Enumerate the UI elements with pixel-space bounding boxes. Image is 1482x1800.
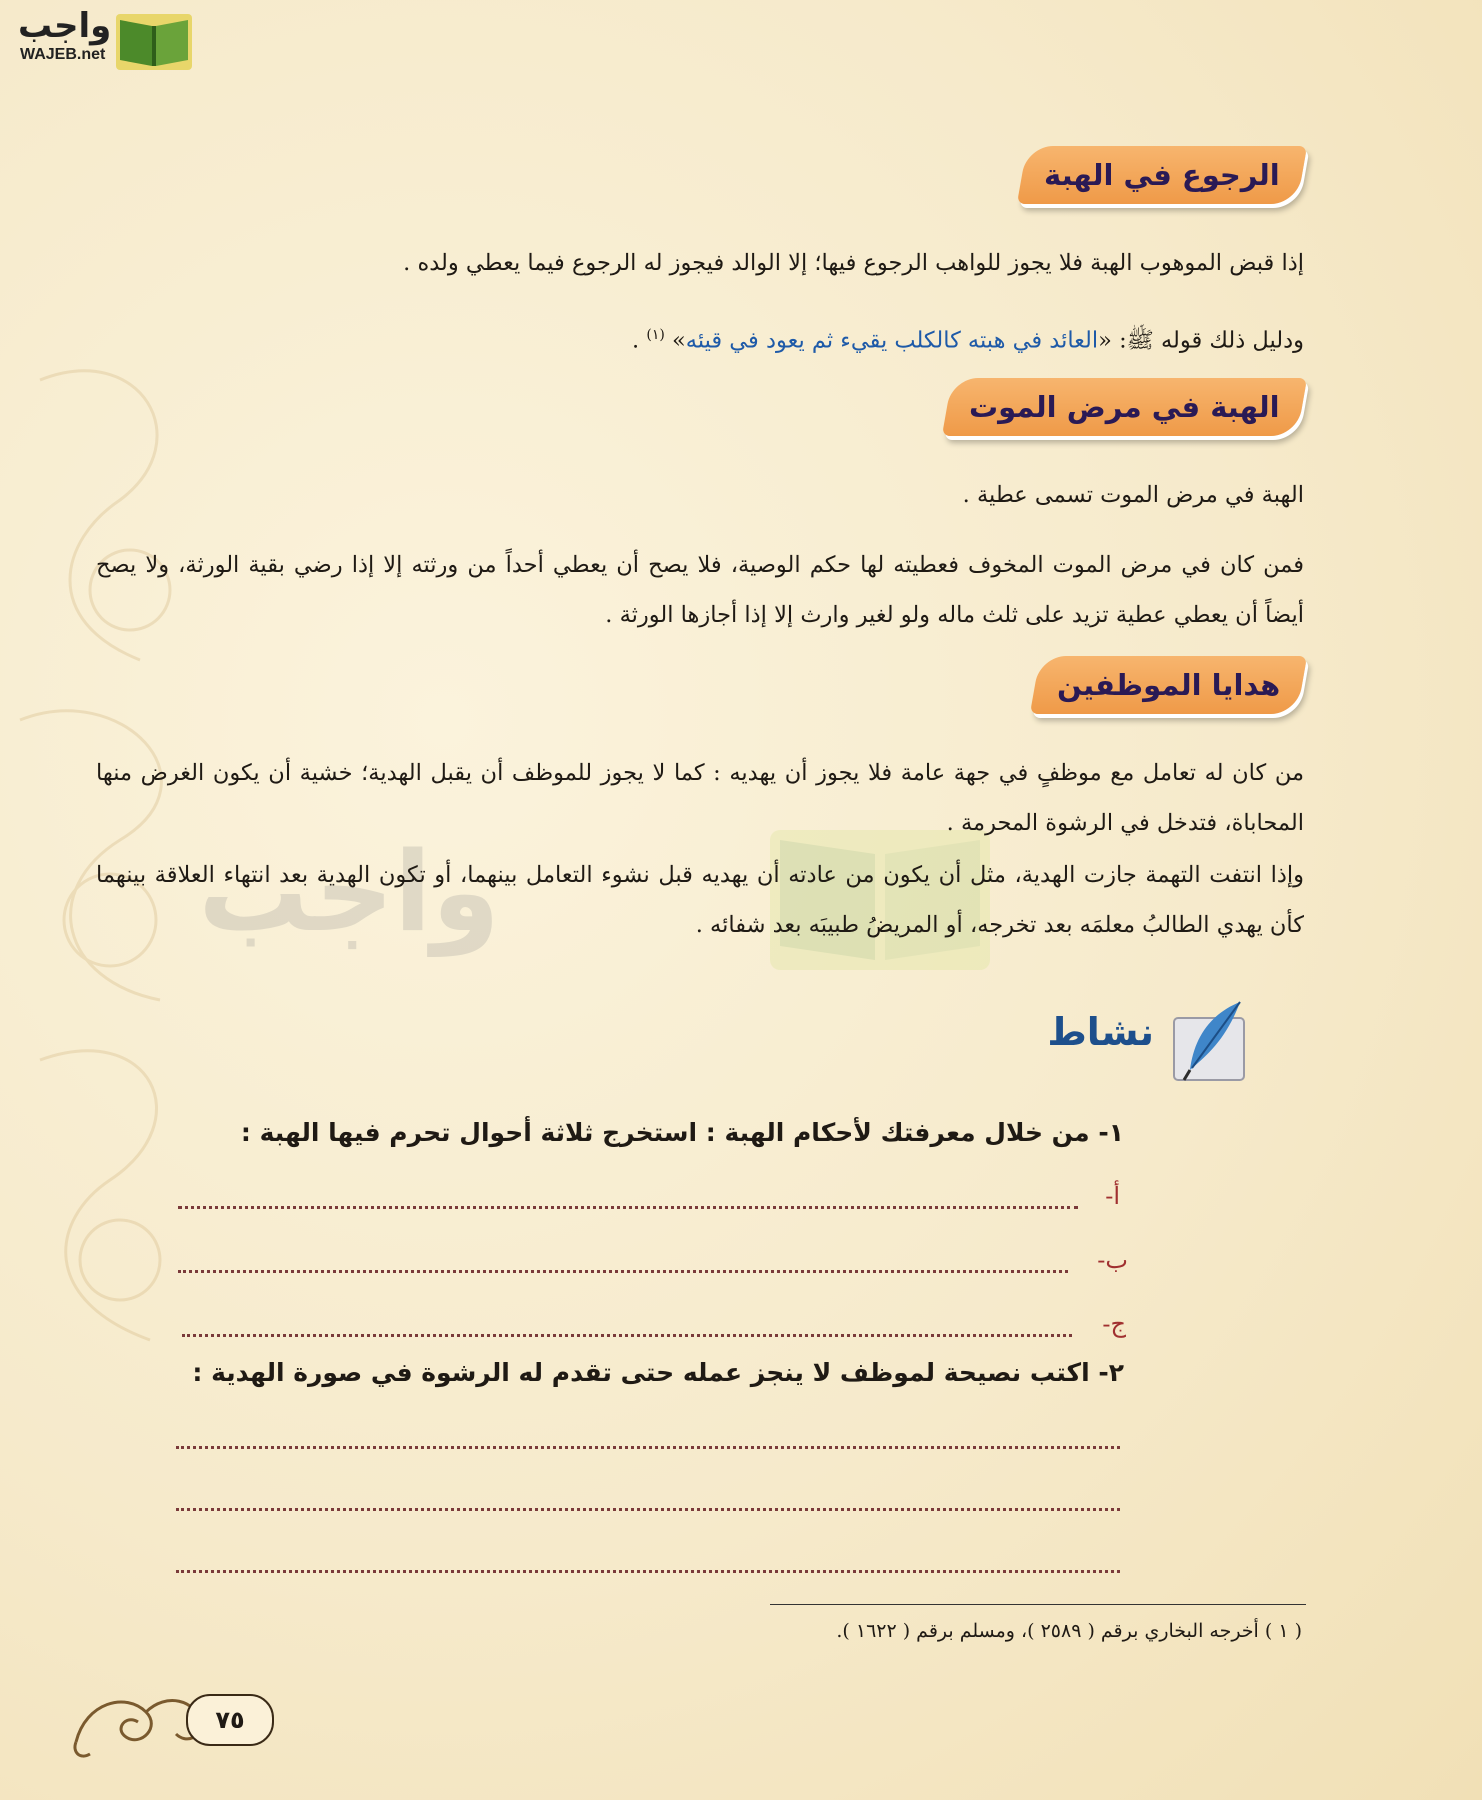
answer-line-c[interactable] <box>182 1334 1072 1337</box>
section-heading-gift-revocation <box>1017 146 1307 204</box>
heading-text: هدايا الموظفين <box>1056 668 1280 702</box>
heading-text: الهبة في مرض الموت <box>969 390 1280 424</box>
footnote-reference[interactable]: (١) <box>646 327 665 343</box>
answer-label-a: أ- <box>1105 1182 1120 1210</box>
section-heading-employee-gifts <box>1030 656 1307 714</box>
svg-text:واجب: واجب <box>198 828 500 956</box>
question-2: ٢- اكتب نصيحة لموظف لا ينجز عمله حتى تقدم له الرشوة في صورة الهدية : <box>192 1358 1124 1387</box>
hadith-paragraph: ودليل ذلك قوله ﷺ: «العائد في هبته كالكلب يقيء ثم يعود في قيئه» $^{(١)}$ . <box>632 327 1304 354</box>
answer-line-a[interactable] <box>178 1206 1078 1209</box>
activity-title: نشاط <box>1047 1010 1154 1054</box>
wajeb-logo[interactable] <box>8 4 198 74</box>
answer-label-b: ب- <box>1097 1246 1128 1274</box>
question-1: ١- من خلال معرفتك لأحكام الهبة : استخرج ثلاثة أحوال تحرم فيها الهبة : <box>240 1118 1124 1147</box>
hadith-quote: العائد في هبته كالكلب يقيء ثم يعود في قيئه <box>685 327 1099 354</box>
hadith-intro: ودليل ذلك قوله ﷺ: « <box>1098 327 1304 354</box>
heading-text: الرجوع في الهبة <box>1044 158 1280 192</box>
answer-line-2c[interactable] <box>176 1570 1120 1573</box>
section-heading-death-illness-gift <box>942 378 1307 436</box>
feather-pen-icon <box>1170 1000 1248 1084</box>
answer-line-b[interactable] <box>178 1270 1068 1273</box>
paragraph: من كان له تعامل مع موظفٍ في جهة عامة فلا يجوز أن يهديه : كما لا يجوز للموظف أن يقبل الهدية؛ خشية أن يكون الغرض منها المحاباة، فتدخل في الرشوة المحرمة . <box>96 760 1305 836</box>
answer-line-2a[interactable] <box>176 1446 1120 1449</box>
answer-line-2b[interactable] <box>176 1508 1120 1511</box>
footnote-divider <box>770 1604 1306 1605</box>
logo-text: واجب <box>18 6 112 46</box>
paragraph: وإذا انتفت التهمة جازت الهدية، مثل أن يكون من عادته أن يهديه قبل نشوء التعامل بينهما، أو تكون الهدية بعد انتهاء العلاقة بينهما كأن يهدي الطالبُ معلمَه بعد تخرجه، أو المريضُ طبيبَه بعد شفائه . <box>96 862 1304 938</box>
paragraph: فمن كان في مرض الموت المخوف فعطيته لها حكم الوصية، فلا يصح أن يعطي أحداً من ورثته إلا إذا رضي بقية الورثة، ولا يصح أيضاً أن يعطي عطية تزيد على ثلث ماله ولو لغير وارث إلا إذا أجازها الورثة . <box>96 552 1304 628</box>
footnote: ( ١ ) أخرجه البخاري برقم ( ٢٥٨٩ )، ومسلم برقم ( ١٦٢٢ ). <box>836 1620 1302 1642</box>
logo-subtext: WAJEB.net <box>20 46 106 63</box>
page-number: ٧٥ <box>186 1694 274 1746</box>
book-icon <box>114 8 194 72</box>
paragraph: الهبة في مرض الموت تسمى عطية . <box>962 482 1304 508</box>
paragraph: إذا قبض الموهوب الهبة فلا يجوز للواهب الرجوع فيها؛ إلا الوالد فيجوز له الرجوع فيما يعطي ولده . <box>403 250 1304 276</box>
hadith-quote-end: » <box>671 327 686 354</box>
page-ornament <box>66 1682 206 1762</box>
answer-label-c: ج- <box>1102 1310 1126 1338</box>
